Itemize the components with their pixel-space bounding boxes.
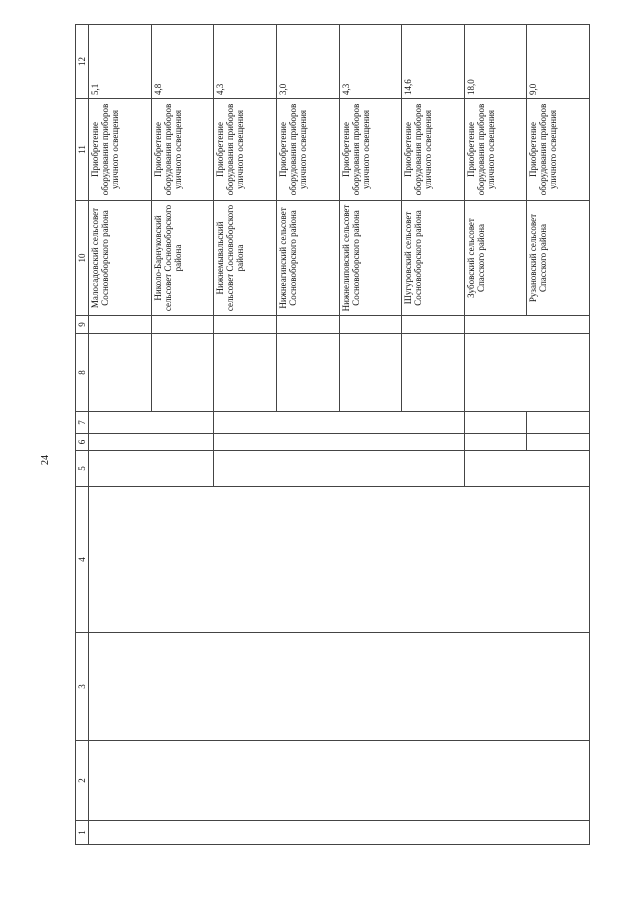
header-cell: 6 <box>76 434 89 451</box>
table-row <box>89 25 152 845</box>
purpose-cell: Приобретение оборудования приборов уличного освещения <box>151 99 214 201</box>
amount-cell: 4,8 <box>151 25 214 99</box>
cell-empty <box>464 334 589 412</box>
cell-empty <box>276 334 339 412</box>
cell-empty <box>339 316 402 334</box>
header-cell: 1 <box>76 821 89 845</box>
cell-empty <box>89 316 152 334</box>
settlement-cell: Нижнеагинский сельсовет Сосновоборского района <box>276 201 339 316</box>
cell-empty <box>402 316 465 334</box>
amount-cell: 18,0 <box>464 25 527 99</box>
cell-empty <box>151 316 214 334</box>
purpose-cell: Приобретение оборудования приборов уличного освещения <box>527 99 590 201</box>
cell-empty <box>214 334 277 412</box>
cell-empty <box>214 451 465 487</box>
header-cell: 4 <box>76 487 89 633</box>
cell-empty <box>527 412 590 434</box>
purpose-cell: Приобретение оборудования приборов уличного освещения <box>214 99 277 201</box>
amount-cell: 14,6 <box>402 25 465 99</box>
cell-empty <box>89 741 590 821</box>
header-cell: 3 <box>76 633 89 741</box>
settlement-cell: Николо-Барнуковский сельсовет Сосновоборского района <box>151 201 214 316</box>
cell-empty <box>89 821 590 845</box>
header-cell: 7 <box>76 412 89 434</box>
cell-empty <box>527 434 590 451</box>
settlement-cell: Зубовский сельсовет Спасского района <box>464 201 527 316</box>
cell-empty <box>402 334 465 412</box>
cell-empty <box>89 487 590 633</box>
settlement-cell: Рузановский сельсовет Спасского района <box>527 201 590 316</box>
purpose-cell: Приобретение оборудования приборов уличного освещения <box>276 99 339 201</box>
cell-empty <box>151 334 214 412</box>
header-row <box>76 25 89 845</box>
cell-empty <box>464 412 527 434</box>
header-cell: 9 <box>76 316 89 334</box>
cell-empty <box>214 316 277 334</box>
settlement-cell: Нижнелиповский сельсовет Сосновоборского района <box>339 201 402 316</box>
amount-cell: 5,1 <box>89 25 152 99</box>
amount-cell: 4,3 <box>339 25 402 99</box>
header-cell: 11 <box>76 99 89 201</box>
cell-empty <box>89 434 214 451</box>
cell-empty <box>214 412 465 434</box>
cell-empty <box>214 434 465 451</box>
cell-empty <box>89 633 590 741</box>
purpose-cell: Приобретение оборудования приборов уличного освещения <box>464 99 527 201</box>
header-cell: 12 <box>76 25 89 99</box>
header-cell: 10 <box>76 201 89 316</box>
page-number: 24 <box>40 455 51 465</box>
header-cell: 8 <box>76 334 89 412</box>
data-table <box>75 24 590 845</box>
purpose-cell: Приобретение оборудования приборов уличного освещения <box>339 99 402 201</box>
cell-empty <box>89 334 152 412</box>
amount-cell: 3,0 <box>276 25 339 99</box>
purpose-cell: Приобретение оборудования приборов уличного освещения <box>89 99 152 201</box>
purpose-cell: Приобретение оборудования приборов уличного освещения <box>402 99 465 201</box>
header-cell: 2 <box>76 741 89 821</box>
cell-empty <box>464 316 589 334</box>
cell-empty <box>276 316 339 334</box>
settlement-cell: Нижнемывальский сельсовет Сосновоборского района <box>214 201 277 316</box>
cell-empty <box>464 451 589 487</box>
cell-empty <box>339 334 402 412</box>
amount-cell: 9,0 <box>527 25 590 99</box>
cell-empty <box>89 451 214 487</box>
header-cell: 5 <box>76 451 89 487</box>
amount-cell: 4,3 <box>214 25 277 99</box>
settlement-cell: Шугуровский сельсовет Сосновоборского района <box>402 201 465 316</box>
cell-empty <box>89 412 214 434</box>
rotated-table-container <box>75 25 590 845</box>
cell-empty <box>464 434 527 451</box>
settlement-cell: Малосадовский сельсовет Сосновоборского района <box>89 201 152 316</box>
